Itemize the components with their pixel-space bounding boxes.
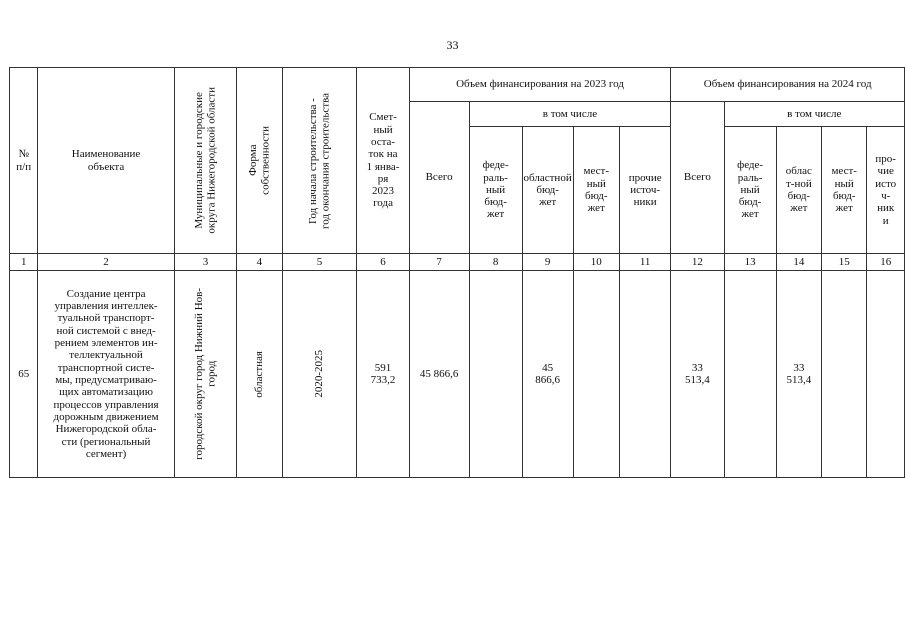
header-fin-2024: Объем финансирования на 2024 год bbox=[671, 68, 905, 102]
column-number: 11 bbox=[619, 254, 670, 271]
column-number: 10 bbox=[573, 254, 619, 271]
header-other-2024: про- чие исто ч- ник и bbox=[867, 127, 905, 254]
header-federal-2023: феде- раль- ный бюд- жет bbox=[469, 127, 522, 254]
header-name: Наименование объекта bbox=[38, 68, 174, 254]
row-years: 2020-2025 bbox=[282, 271, 357, 478]
row-num: 65 bbox=[10, 271, 38, 478]
row-federal-2023 bbox=[469, 271, 522, 478]
row-local-2024 bbox=[822, 271, 867, 478]
row-ownership: областная bbox=[237, 271, 282, 478]
row-object-name: Создание центра управления интеллек- туальной транспорт- ной системой с внед- рением элементов ин- теллектуальной транспортной систе- мы, предусматриваю- щих автоматизацию процессов управления дорожным движением Нижегородской обла- сти (региональный сегмент) bbox=[38, 271, 174, 478]
row-other-2023 bbox=[619, 271, 670, 478]
header-remainder: Смет- ный оста- ток на 1 янва- ря 2023 года bbox=[357, 68, 409, 254]
column-number: 6 bbox=[357, 254, 409, 271]
row-municipality: городской округ город Нижний Нов- город bbox=[174, 271, 237, 478]
header-total-2023: Всего bbox=[409, 102, 469, 254]
column-number-row bbox=[10, 254, 905, 271]
column-number: 12 bbox=[671, 254, 724, 271]
column-number: 3 bbox=[174, 254, 237, 271]
header-other-2023: прочие источ- ники bbox=[619, 127, 670, 254]
row-total-2024: 33 513,4 bbox=[671, 271, 724, 478]
row-other-2024 bbox=[867, 271, 905, 478]
column-number: 15 bbox=[822, 254, 867, 271]
header-years: Год начала строительства - год окончания строительства bbox=[282, 68, 357, 254]
header-federal-2024: феде- раль- ный бюд- жет bbox=[724, 127, 776, 254]
column-number: 14 bbox=[776, 254, 821, 271]
column-number: 1 bbox=[10, 254, 38, 271]
column-number: 5 bbox=[282, 254, 357, 271]
row-local-2023 bbox=[573, 271, 619, 478]
financing-table bbox=[9, 67, 905, 478]
page-number: 33 bbox=[446, 38, 459, 52]
column-number: 9 bbox=[522, 254, 573, 271]
column-number: 8 bbox=[469, 254, 522, 271]
header-including-2023: в том числе bbox=[469, 102, 671, 127]
header-municipality: Муниципальные и городские округа Нижегородской области bbox=[174, 68, 237, 254]
row-regional-2024: 33 513,4 bbox=[776, 271, 821, 478]
header-total-2024: Всего bbox=[671, 102, 724, 254]
header-local-2024: мест- ный бюд- жет bbox=[822, 127, 867, 254]
header-including-2024: в том числе bbox=[724, 102, 905, 127]
row-total-2023: 45 866,6 bbox=[409, 271, 469, 478]
header-regional-2024: облас т-ной бюд- жет bbox=[776, 127, 821, 254]
row-regional-2023: 45 866,6 bbox=[522, 271, 573, 478]
row-remainder: 591 733,2 bbox=[357, 271, 409, 478]
header-ownership: Форма собственности bbox=[237, 68, 282, 254]
header-fin-2023: Объем финансирования на 2023 год bbox=[409, 68, 671, 102]
column-number: 16 bbox=[867, 254, 905, 271]
header-local-2023: мест- ный бюд- жет bbox=[573, 127, 619, 254]
column-number: 4 bbox=[237, 254, 282, 271]
table-row bbox=[10, 271, 905, 478]
column-number: 2 bbox=[38, 254, 174, 271]
column-number: 13 bbox=[724, 254, 776, 271]
header-regional-2023: областной бюд- жет bbox=[522, 127, 573, 254]
header-num: № п/п bbox=[10, 68, 38, 254]
row-federal-2024 bbox=[724, 271, 776, 478]
column-number: 7 bbox=[409, 254, 469, 271]
